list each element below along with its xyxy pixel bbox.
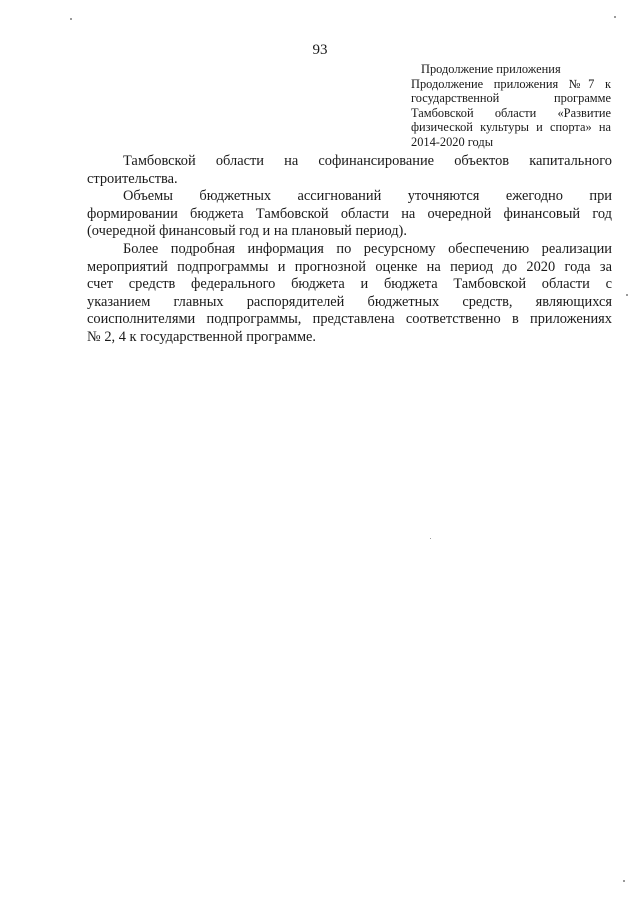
text-line: (очередной финансовый год и на плановый период).: [87, 223, 407, 240]
document-body: [87, 153, 612, 347]
paragraph-cofinancing: [87, 153, 612, 188]
header-note-line: государственной программе: [411, 91, 611, 105]
text-line: мероприятий подпрограммы и прогнозной оценке на период до 2020 года за: [87, 258, 612, 275]
text-line: соисполнителями подпрограммы, представлена соответственно в приложениях: [87, 311, 612, 328]
text-line: формировании бюджета Тамбовской области на очередной финансовый год: [87, 205, 612, 222]
header-note-line: 2014-2020 годы: [411, 134, 494, 149]
header-note-line: Продолжение приложения: [421, 62, 561, 76]
scan-speck: [626, 294, 628, 296]
text-line: Более подробная информация по ресурсному обеспечению реализации: [123, 240, 612, 257]
paragraph-budget-allocations: [87, 188, 612, 241]
header-note-line: Продолжение приложения №7 к: [411, 76, 611, 91]
text-line: № 2, 4 к государственной программе.: [87, 328, 317, 345]
text-line: строительства.: [87, 170, 178, 187]
scan-speck: [623, 880, 625, 882]
text-line: счет средств федерального бюджета и бюджета Тамбовской области с: [87, 276, 612, 293]
page-number: 93: [312, 42, 328, 58]
header-note-line: Тамбовской области «Развитие: [411, 105, 611, 120]
text-line: Объемы бюджетных ассигнований уточняются ежегодно при: [123, 188, 612, 205]
header-note-line: физической культуры и спорта» на: [411, 120, 611, 134]
appendix-header-note: [411, 62, 611, 149]
paragraph-resource-info: [87, 241, 612, 347]
scan-speck: [614, 16, 616, 18]
scan-speck: [430, 538, 431, 539]
scan-speck: [70, 18, 72, 20]
text-line: Тамбовской области на софинансирование объектов капитального: [123, 153, 612, 169]
text-line: указанием главных распорядителей бюджетных средств, являющихся: [87, 293, 612, 310]
